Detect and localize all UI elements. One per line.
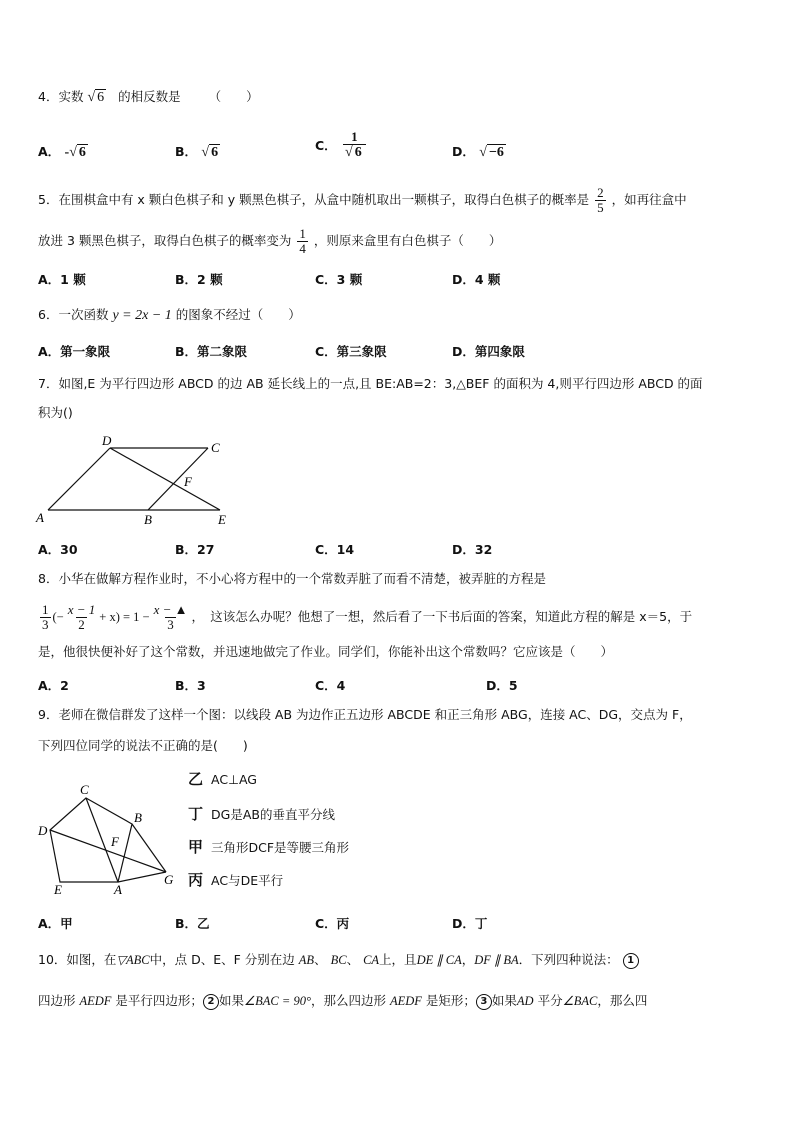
q10-sep: 、 [346, 952, 360, 967]
q10-text-b: 中，点 D、E、F 分别在边 [149, 952, 295, 967]
q10-text: 平分 [537, 993, 563, 1008]
q8-coef-fraction [40, 603, 51, 632]
radicand: −6 [488, 145, 504, 160]
q7-option-b[interactable]: B．27 [175, 542, 215, 557]
q5-text-d: ，则原来盒里有白色棋子（ ） [313, 233, 502, 248]
option-fraction [343, 130, 366, 160]
q6-formula: y = 2x − 1 [112, 308, 172, 323]
denominator: 4 [299, 241, 306, 256]
q8-line1: 8．小华在做解方程作业时，不小心将方程中的一个常数弄脏了而看不清楚，被弄脏的方程是 [38, 571, 546, 586]
option-label: D． [452, 144, 475, 159]
q8-eq-open: (− [52, 610, 64, 624]
numerator: x − 1 [67, 602, 96, 617]
option-value: √ 6 [201, 145, 219, 160]
segment-bg [132, 824, 166, 872]
option-label: B． [175, 144, 198, 159]
circled-number-1: 1 [623, 953, 639, 969]
q8-eq-close: + x) = 1 − [99, 610, 150, 624]
denominator: 3 [167, 617, 174, 632]
claim-text: DG是AB的垂直平分线 [211, 807, 335, 822]
q4-option-c[interactable] [315, 130, 368, 160]
q5-line2 [38, 224, 501, 258]
q10-sep: ， [461, 952, 475, 967]
q10-angle: ∠BAC [562, 994, 598, 1008]
label-g: G [164, 872, 174, 887]
label-a: A [114, 882, 122, 897]
q10-text: 四边形 [38, 993, 76, 1008]
q10-text-c: 上，且 [379, 952, 417, 967]
label-e: E [54, 882, 62, 897]
label-c: C [211, 440, 220, 455]
label-c: C [80, 782, 89, 797]
q7-option-d[interactable]: D．32 [452, 542, 493, 557]
q9-claim-bing [188, 869, 283, 890]
option-value: -√ 6 [64, 145, 86, 160]
q10-angle: ∠BAC = 90° [243, 994, 311, 1008]
numerator: 1 [299, 226, 306, 241]
q8-option-c[interactable]: C．4 [315, 678, 346, 693]
claim-text: 三角形DCF是等腰三角形 [211, 840, 350, 855]
minus-sign: - [64, 145, 70, 160]
claim-text: AC与DE平行 [211, 873, 284, 888]
q8-fraction-2 [152, 603, 190, 632]
q10-seg-bc: BC [330, 953, 347, 967]
option-label: C． [315, 138, 337, 153]
q10-line2 [38, 992, 647, 1010]
q5-fraction-1 [595, 186, 606, 215]
q9-option-c[interactable]: C．丙 [315, 916, 350, 931]
option-label: A． [38, 144, 61, 159]
denominator: 3 [42, 617, 49, 632]
q5-fraction-2 [297, 227, 308, 256]
circled-number-2: 2 [203, 994, 219, 1010]
numerator: x − ▲ [153, 602, 188, 617]
radicand: 6 [211, 145, 219, 160]
q10-sep: 、 [314, 952, 327, 967]
q9-option-b[interactable]: B．乙 [175, 916, 210, 931]
q10-text: 是矩形； [425, 993, 476, 1008]
q4-stem [38, 88, 259, 107]
q5-text-b: ，如再往盒中 [611, 192, 687, 207]
q6-text-b: 的图象不经过（ ） [175, 307, 301, 322]
q10-text: 10．如图，在 [38, 952, 117, 967]
q6-text: 6．一次函数 [38, 307, 109, 322]
q10-parallel-1: DE ∥ CA [416, 953, 462, 967]
q7-parallelogram-figure [30, 430, 240, 530]
q4-option-a[interactable] [38, 142, 88, 161]
label-e: E [218, 512, 226, 527]
segment-cb [148, 448, 208, 510]
q9-pentagon-figure [30, 780, 190, 900]
q5-text: 5．在围棋盒中有 x 颗白色棋子和 y 颗黑色棋子，从盒中随机取出一颗棋子，取得白色棋子的概率是 [38, 192, 590, 207]
q6-option-a[interactable]: A．第一象限 [38, 344, 111, 359]
q7-line2: 积为() [38, 405, 73, 420]
segment-dg [50, 830, 166, 872]
claim-tag: 丁 [188, 805, 204, 823]
label-f: F [111, 834, 119, 849]
q5-line1 [38, 183, 687, 217]
label-b: B [144, 512, 152, 527]
numerator: 2 [597, 185, 604, 200]
q8-option-b[interactable]: B．3 [175, 678, 206, 693]
q10-seg-ad: AD [516, 994, 534, 1008]
label-f: F [184, 474, 192, 489]
numerator: 1 [351, 129, 358, 144]
claim-tag: 丙 [188, 871, 204, 889]
q4-option-b[interactable] [175, 142, 220, 161]
q9-claim-jia [188, 836, 349, 857]
q9-claim-yi [188, 768, 257, 789]
q4-sqrt: √ 6 [87, 90, 105, 105]
q5-option-c[interactable]: C．3 颗 [315, 272, 363, 287]
q5-option-b[interactable]: B．2 颗 [175, 272, 223, 287]
denominator: 5 [597, 200, 604, 215]
q9-claim-ding [188, 803, 335, 824]
q9-line2: 下列四位同学的说法不正确的是( ) [38, 738, 248, 753]
claim-text: AC⊥AG [211, 772, 257, 787]
q10-seg-ab: AB [298, 953, 315, 967]
q10-quad: AEDF [79, 994, 112, 1008]
q8-line3: 是，他很快便补好了这个常数，并迅速地做完了作业。同学们，你能补出这个常数吗？它应该是（ ） [38, 644, 614, 659]
q7-option-a[interactable]: A．30 [38, 542, 78, 557]
segment-de [110, 448, 220, 510]
q7-line1: 7．如图,E 为平行四边形 ABCD 的边 AB 延长线上的一点,且 BE:AB=2：3,△BEF 的面积为 4,则平行四边形 ABCD 的面 [38, 376, 703, 391]
q5-text-c: 放进 3 颗黑色棋子，取得白色棋子的概率变为 [38, 233, 292, 248]
label-d: D [102, 433, 112, 448]
q6-option-d[interactable]: D．第四象限 [452, 344, 525, 359]
q10-quad: AEDF [389, 994, 422, 1008]
q4-stem-text: 4．实数 [38, 89, 84, 104]
label-b: B [134, 810, 142, 825]
q8-option-d[interactable]: D．5 [486, 678, 518, 693]
q10-seg-ca: CA [363, 953, 380, 967]
circled-number-3: 3 [476, 994, 492, 1010]
q10-parallel-2: DF ∥ BA [474, 953, 519, 967]
label-d: D [38, 823, 48, 838]
claim-tag: 乙 [188, 770, 204, 788]
denominator: √ 6 [343, 144, 366, 160]
segment-ad [48, 448, 110, 510]
q9-line1: 9．老师在微信群发了这样一个图：以线段 AB 为边作正五边形 ABCDE 和正三角形 ABG，连接 AC、DG，交点为 F， [38, 707, 692, 722]
q9-option-d[interactable]: D．丁 [452, 916, 488, 931]
q6-option-b[interactable]: B．第二象限 [175, 344, 248, 359]
q8-line2 [38, 596, 692, 638]
claim-tag: 甲 [188, 838, 204, 856]
q5-option-d[interactable]: D．4 颗 [452, 272, 501, 287]
q10-text: ，那么四 [597, 993, 648, 1008]
q10-text: 如果 [218, 993, 244, 1008]
label-a: A [36, 510, 44, 525]
q6-stem [38, 306, 301, 325]
q10-text: ，那么四边形 [310, 993, 386, 1008]
denominator: 2 [78, 617, 85, 632]
q10-text: 如果 [491, 993, 517, 1008]
q4-stem-text-b: 的相反数是 [118, 89, 181, 104]
radicand: 6 [354, 145, 362, 160]
q10-line1 [38, 951, 639, 969]
q4-option-d[interactable] [452, 142, 506, 161]
numerator: 1 [42, 602, 49, 617]
q4-paren: （ ） [208, 89, 259, 104]
q8-option-a[interactable]: A．2 [38, 678, 69, 693]
q6-option-c[interactable]: C．第三象限 [315, 344, 387, 359]
q8-fraction-1 [66, 603, 98, 632]
q9-option-a[interactable]: A．甲 [38, 916, 73, 931]
q10-triangle: ▽ABC [116, 953, 150, 967]
q7-option-c[interactable]: C．14 [315, 542, 355, 557]
q5-option-a[interactable]: A．1 颗 [38, 272, 86, 287]
q10-text: 是平行四边形； [115, 993, 203, 1008]
q10-text-d: ．下列四种说法： [518, 952, 619, 967]
option-value: √ −6 [479, 145, 504, 160]
radicand: 6 [78, 145, 86, 160]
q4-radicand: 6 [97, 90, 105, 105]
segment-ag [118, 872, 166, 882]
q8-text-b: ， 这该怎么办呢？他想了一想，然后看了一下书后面的答案，知道此方程的解是 x＝5，于 [191, 609, 693, 624]
